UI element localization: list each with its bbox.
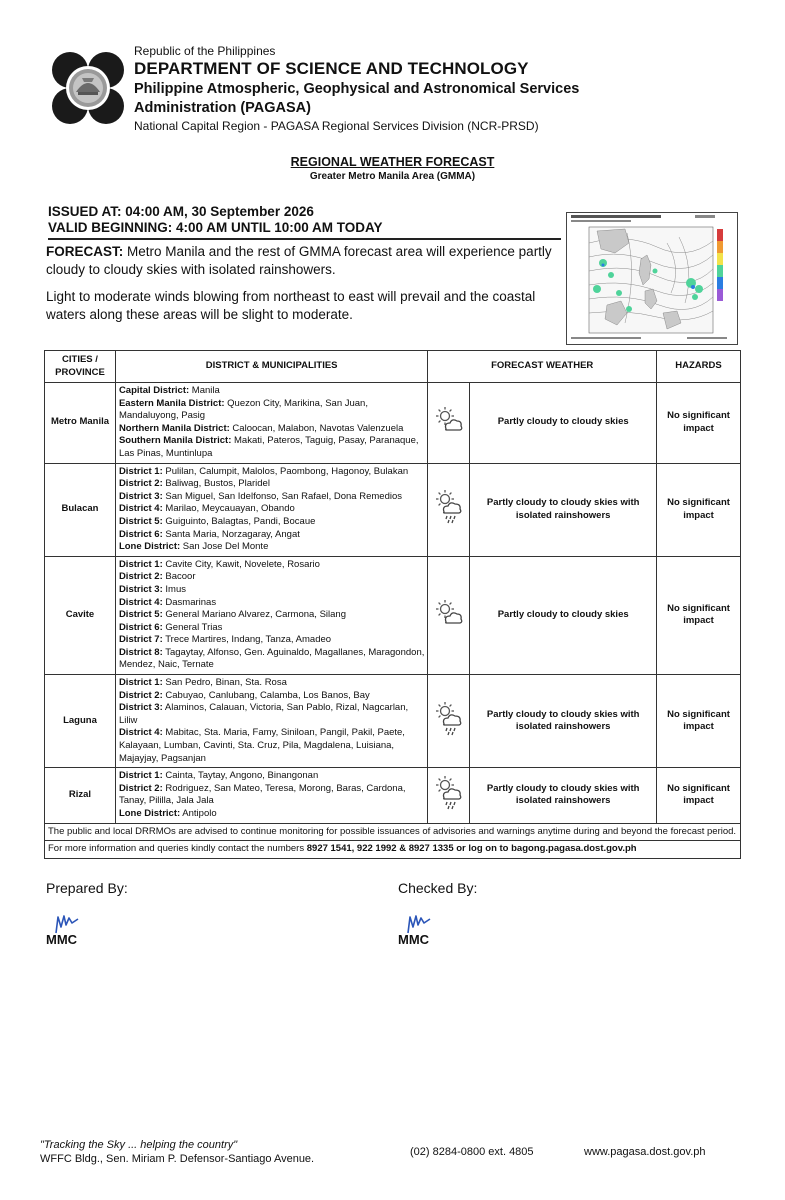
district-item: [119, 584, 424, 597]
district-places: Trece Martires, Indang, Tanza, Amadeo: [162, 634, 332, 646]
header-weather: FORECAST WEATHER: [428, 351, 657, 383]
header-district: DISTRICT & MUNICIPALITIES: [115, 351, 427, 383]
district-places: Pulilan, Calumpit, Malolos, Paombong, Hagonoy, Bulakan: [162, 465, 409, 477]
prepared-by-initials: MMC: [46, 932, 78, 947]
contact-prefix: For more information and queries kindly contact the numbers: [48, 843, 307, 855]
district-label: District 3:: [118, 490, 163, 502]
district-item: [119, 597, 424, 610]
district-item: [119, 423, 424, 436]
district-label: District 3:: [118, 583, 163, 595]
district-label: District 3:: [118, 702, 163, 714]
prepared-by-block: [46, 880, 128, 947]
district-item: [119, 491, 424, 504]
district-item: [119, 783, 424, 808]
forecast-table: [44, 350, 741, 859]
district-places: San Pedro, Binan, Sta. Rosa: [162, 677, 287, 689]
partly-cloudy-rain-icon: [428, 675, 470, 768]
district-label: District 1:: [118, 770, 163, 782]
district-item: [119, 808, 424, 821]
district-item: [119, 647, 424, 672]
hazard-level: No significant impact: [657, 768, 741, 823]
district-label: Southern Manila District:: [118, 435, 232, 447]
district-places: Cainta, Taytay, Angono, Binangonan: [162, 770, 319, 782]
district-item: [119, 770, 424, 783]
forecast-weather: Partly cloudy to cloudy skies with isolated rainshowers: [470, 463, 657, 556]
district-item: [119, 727, 424, 765]
partly-cloudy-icon: [428, 383, 470, 464]
district-item: [119, 478, 424, 491]
district-places: Mabitac, Sta. Maria, Famy, Siniloan, Pangil, Pakil, Paete, Kalayaan, Lumban, Cavinti, Sta. Cruz, Pila, Magdalena, Luisiana, Majayjay, Pagsanjan: [118, 727, 405, 764]
district-places: Alaminos, Calauan, Victoria, San Pablo, Rizal, Nagcarlan, Liliw: [118, 702, 409, 726]
header-hazards: HAZARDS: [657, 351, 741, 383]
district-item: [119, 516, 424, 529]
district-label: District 4:: [118, 596, 163, 608]
district-label: District 4:: [118, 727, 163, 739]
hazard-level: No significant impact: [657, 675, 741, 768]
city-name: Bulacan: [45, 463, 116, 556]
district-places: Imus: [162, 583, 186, 595]
table-row: [45, 556, 741, 674]
forecast-label: FORECAST:: [46, 244, 124, 259]
district-label: District 1:: [118, 677, 163, 689]
table-row: [45, 463, 741, 556]
district-label: District 6:: [118, 528, 163, 540]
district-label: Capital District:: [118, 385, 190, 396]
district-item: [119, 385, 424, 398]
table-row: [45, 383, 741, 464]
partly-cloudy-rain-icon: [428, 768, 470, 823]
district-places: Antipolo: [180, 808, 217, 819]
district-item: [119, 571, 424, 584]
district-list: [115, 675, 427, 768]
issued-at: ISSUED AT: 04:00 AM, 30 September 2026: [48, 204, 314, 219]
district-label: Lone District:: [118, 808, 181, 819]
forecast-weather: Partly cloudy to cloudy skies: [470, 383, 657, 464]
pagasa-logo-icon: [48, 48, 128, 128]
header-city: CITIES / PROVINCE: [45, 351, 116, 383]
hazard-level: No significant impact: [657, 556, 741, 674]
district-item: [119, 622, 424, 635]
district-label: District 7:: [118, 634, 163, 646]
district-places: San Jose Del Monte: [180, 541, 269, 553]
district-item: [119, 609, 424, 622]
weather-map-graphic: [567, 213, 737, 344]
district-places: Marilao, Meycauayan, Obando: [162, 503, 295, 515]
district-item: [119, 690, 424, 703]
district-places: Bacoor: [162, 571, 196, 583]
forecast-weather: Partly cloudy to cloudy skies with isolated rainshowers: [470, 675, 657, 768]
table-row: [45, 768, 741, 823]
district-places: General Trias: [162, 621, 223, 633]
district-label: District 5:: [118, 609, 163, 621]
forecast-summary: [46, 243, 556, 323]
contact-numbers: 8927 1541, 922 1992 & 8927 1335 or log on to bagong.pagasa.dost.gov.ph: [306, 843, 637, 855]
hazard-level: No significant impact: [657, 463, 741, 556]
district-label: District 2:: [118, 782, 163, 794]
document-subtitle: Greater Metro Manila Area (GMMA): [309, 171, 476, 182]
page-footer: [40, 1138, 740, 1166]
contact-note: [45, 841, 741, 859]
weather-map-image: [566, 212, 738, 345]
footer-address: WFFC Bldg., Sen. Miriam P. Defensor-Santiago Avenue.: [40, 1153, 315, 1165]
district-item: [119, 702, 424, 727]
district-label: District 6:: [118, 621, 163, 633]
district-label: District 1:: [118, 558, 163, 570]
valid-period: VALID BEGINNING: 4:00 AM UNTIL 10:00 AM TODAY: [48, 220, 561, 240]
district-label: District 2:: [118, 571, 163, 583]
footer-phone: (02) 8284-0800 ext. 4805: [410, 1146, 534, 1158]
district-item: [119, 466, 424, 479]
district-places: Cabuyao, Canlubang, Calamba, Los Banos, Bay: [162, 689, 370, 701]
district-list: [115, 556, 427, 674]
district-places: Rodriguez, San Mateo, Teresa, Morong, Baras, Cardona, Tanay, Pililla, Jala Jala: [118, 782, 406, 807]
letterhead: [48, 44, 748, 134]
district-places: Baliwag, Bustos, Plaridel: [162, 478, 270, 490]
district-label: District 2:: [118, 689, 163, 701]
district-label: District 4:: [118, 503, 163, 515]
district-item: [119, 435, 424, 460]
forecast-text-1: Metro Manila and the rest of GMMA forecast area will experience partly cloudy to cloudy skies with isolated rainshowers.: [46, 244, 552, 277]
district-places: Quezon City, Marikina, San Juan, Mandaluyong, Pasig: [118, 397, 368, 422]
district-list: [115, 768, 427, 823]
district-places: Tagaytay, Alfonso, Gen. Aguinaldo, Magallanes, Maragondon, Mendez, Naic, Ternate: [118, 646, 425, 671]
advisory-note: The public and local DRRMOs are advised to continue monitoring for possible issuances of advisories and warnings anytime during and beyond the forecast period.: [45, 823, 741, 841]
district-list: [115, 383, 427, 464]
contact-row: [45, 841, 741, 859]
document-title-block: [0, 155, 785, 184]
checked-by-block: [398, 880, 478, 947]
district-item: [119, 398, 424, 423]
agency-name-line1: Philippine Atmospheric, Geophysical and Astronomical Services: [134, 81, 580, 97]
prepared-by-label: Prepared By:: [46, 880, 128, 896]
forecast-weather: Partly cloudy to cloudy skies with isolated rainshowers: [470, 768, 657, 823]
city-name: Metro Manila: [45, 383, 116, 464]
forecast-paragraph-2: Light to moderate winds blowing from northeast to east will prevail and the coastal waters along these areas will be slight to moderate.: [46, 289, 536, 322]
district-places: Dasmarinas: [162, 596, 217, 608]
district-places: Cavite City, Kawit, Novelete, Rosario: [162, 558, 320, 570]
district-item: [119, 503, 424, 516]
city-name: Cavite: [45, 556, 116, 674]
district-list: [115, 463, 427, 556]
district-label: Northern Manila District:: [118, 422, 230, 434]
issued-block: [48, 204, 563, 240]
district-item: [119, 634, 424, 647]
forecast-paragraph-1: [46, 243, 556, 278]
district-places: Makati, Pateros, Taguig, Pasay, Paranaque, Las Pinas, Muntinlupa: [118, 435, 419, 459]
forecast-table-body: [45, 383, 741, 824]
district-places: Caloocan, Malabon, Navotas Valenzuela: [229, 422, 404, 434]
district-label: Lone District:: [118, 541, 181, 553]
department-name: DEPARTMENT OF SCIENCE AND TECHNOLOGY: [134, 59, 529, 78]
hazard-level: No significant impact: [657, 383, 741, 464]
district-places: General Mariano Alvarez, Carmona, Silang: [162, 609, 346, 621]
city-name: Rizal: [45, 768, 116, 823]
footer-slogan: "Tracking the Sky ... helping the country": [40, 1139, 238, 1151]
document-title: REGIONAL WEATHER FORECAST: [290, 155, 495, 169]
republic-label: Republic of the Philippines: [134, 44, 276, 58]
district-places: Guiguinto, Balagtas, Pandi, Bocaue: [162, 515, 316, 527]
district-label: District 8:: [118, 646, 163, 658]
district-label: District 5:: [118, 515, 163, 527]
table-row: [45, 675, 741, 768]
forecast-weather: Partly cloudy to cloudy skies: [470, 556, 657, 674]
advisory-row: [45, 823, 741, 841]
color-scale-legend: [717, 229, 723, 301]
partly-cloudy-rain-icon: [428, 463, 470, 556]
city-name: Laguna: [45, 675, 116, 768]
district-item: [119, 559, 424, 572]
district-places: San Miguel, San Idelfonso, San Rafael, Dona Remedios: [162, 490, 402, 502]
checked-by-label: Checked By:: [398, 880, 478, 896]
partly-cloudy-icon: [428, 556, 470, 674]
district-item: [119, 541, 424, 554]
checked-by-initials: MMC: [398, 932, 430, 947]
district-item: [119, 529, 424, 542]
table-header-row: [45, 351, 741, 383]
region-label: National Capital Region - PAGASA Regional Services Division (NCR-PRSD): [134, 119, 539, 133]
district-item: [119, 677, 424, 690]
agency-name-line2: Administration (PAGASA): [134, 100, 311, 116]
district-label: Eastern Manila District:: [118, 397, 225, 409]
district-label: District 2:: [118, 478, 163, 490]
district-label: District 1:: [118, 465, 163, 477]
district-places: Santa Maria, Norzagaray, Angat: [162, 528, 300, 540]
footer-website[interactable]: www.pagasa.dost.gov.ph: [584, 1146, 706, 1158]
district-places: Manila: [189, 385, 220, 396]
